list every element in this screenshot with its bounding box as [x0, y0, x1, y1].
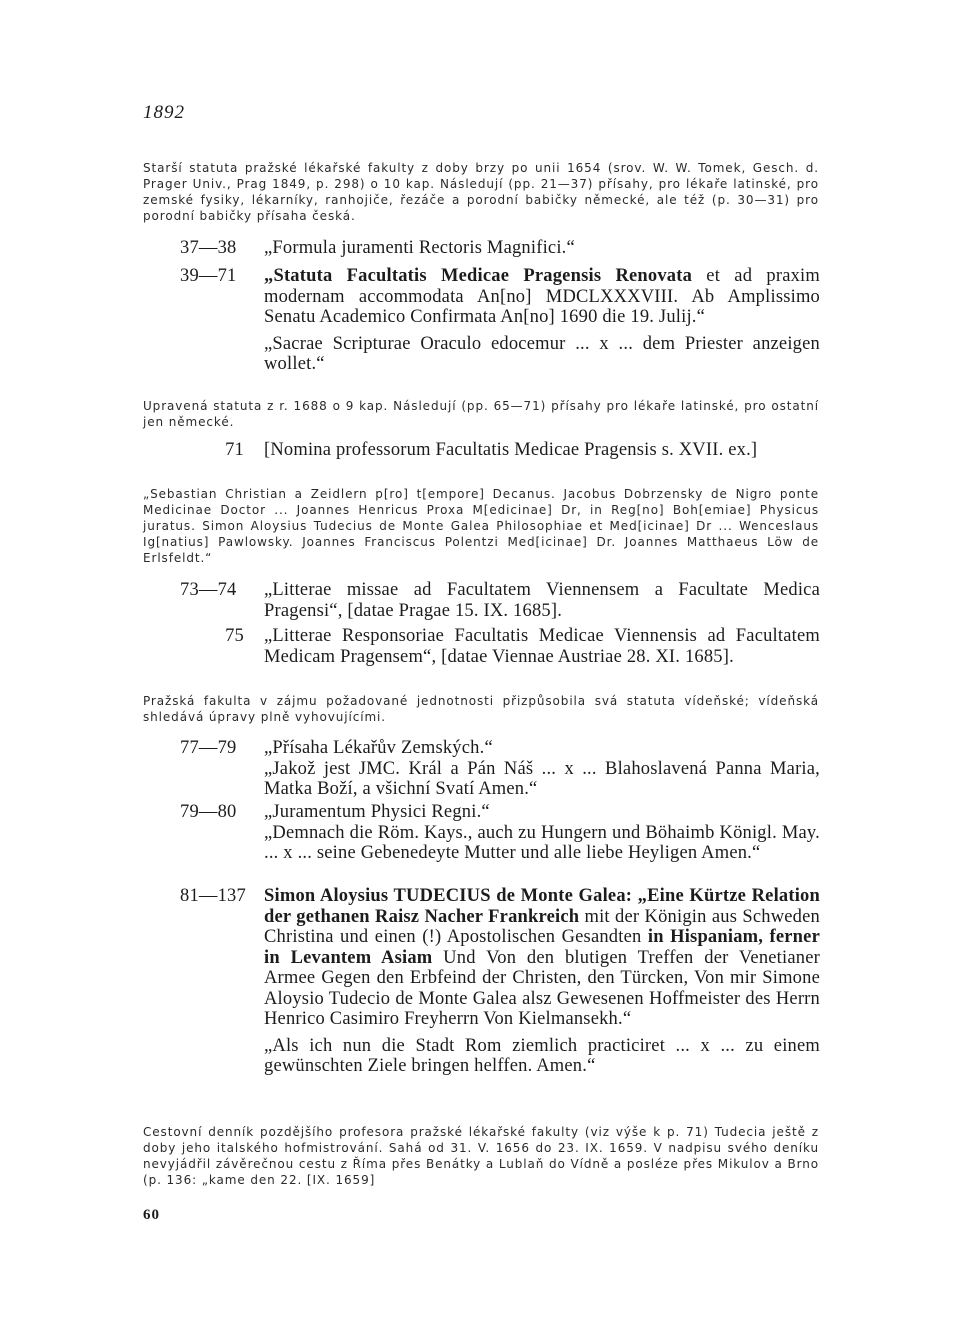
entry-title: „Přísaha Lékařův Zemských.“	[264, 738, 493, 758]
note-professors-list: „Sebastian Christian a Zeidlern p[ro] t[empore] Decanus. Jacobus Dobrzensky de Nigro ponte Medicinae Doctor ... Joannes Henricus Proxa M[edicinae] Dr, in Reg[no] Boh[emiae] Physicus juratus. Simon Aloysius Tudecius de Monte Galea Philosophiae et Med[icinae] Dr ... Wenceslaus Ig[natius] Pawlowsky. Joannes Franciscus Polentzi Med[icinae] Dr. Joannes Matthaeus Löw de Erlsfeldt.“	[143, 487, 819, 565]
entry-text: [Nomina professorum Facultatis Medicae Pragensis s. XVII. ex.]	[264, 440, 758, 460]
entry-incipit: „Jakož jest JMC. Král a Pán Náš ... x ... Blahoslavená Panna Maria, Matka Boží, a všichní Svatí Amen.“	[264, 758, 820, 799]
entry-incipit: „Demnach die Röm. Kays., auch zu Hungern und Böhaimb Königl. May. ... x ... seine Gebenedeyte Mutter und alle liebe Heyligen Amen.“	[264, 822, 820, 863]
note-travel-diary: Cestovní denník pozdějšího profesora pražské lékařské fakulty (viz výše k p. 71) Tudecia ještě z doby jeho italského hofmistrování. Sahá od 31. V. 1656 do 23. IX. 1659. V nadpisu svého deníku nevyjádřil závěrečnou cestu z Říma přes Benátky a Lublaň do Vídně a posléze přes Mikulov a Brno (p. 136: „kame den 22. [IX. 1659]	[143, 1125, 819, 1187]
entry-text-rest: et ad praxim modernam accommodata An[no] MDCLXXXVIII. Ab Amplissimo Senatu Academico Confirmata An[no] 1690 die 19. Julij.“	[264, 266, 820, 327]
page-year-header: 1892	[143, 102, 185, 123]
entry-page-range: 77—79	[180, 738, 237, 758]
entry-81-137	[180, 886, 820, 1077]
entry-title-bold: „Statuta Facultatis Medicae Pragensis Renovata	[264, 266, 693, 286]
entry-title-bold: Simon Aloysius TUDECIUS de Monte Galea: „Eine Kürtze Relation der gethanen Raisz Nacher Frankreich	[264, 886, 820, 927]
entry-incipit: „Als ich nun die Stadt Rom ziemlich practiciret ... x ... zu einem gewünschten Ziele bringen helffen. Amen.“	[264, 1035, 820, 1076]
entry-39-71	[180, 266, 820, 375]
entry-text: „Formula juramenti Rectoris Magnifici.“	[264, 238, 575, 258]
entry-75	[180, 626, 820, 667]
entry-page-range: 37—38	[180, 238, 237, 258]
entry-text	[264, 266, 820, 328]
entry-text	[264, 886, 820, 1030]
entry-79-80	[180, 802, 820, 864]
entry-page-range: 39—71	[180, 266, 237, 286]
entry-71	[180, 440, 820, 461]
note-revised-statutes: Upravená statuta z r. 1688 o 9 kap. Následují (pp. 65—71) přísahy pro lékaře latinské, pro ostatní jen německé.	[143, 399, 819, 429]
note-older-statutes: Starší statuta pražské lékařské fakulty z doby brzy po unii 1654 (srov. W. W. Tomek, Gesch. d. Prager Univ., Prag 1849, p. 298) o 10 kap. Následují (pp. 21—37) přísahy, pro lékaře latinské, pro zemské fysiky, lékarníky, ranhojiče, řezáče a porodní babičky německé, ale též (p. 30—31) pro porodní babičky přísaha česká.	[143, 161, 819, 223]
page-number: 60	[143, 1207, 160, 1223]
note-vienna-prague: Pražská fakulta v zájmu požadované jednotnosti přizpůsobila svá statuta vídeňské; vídeňská shledává úpravy plně vyhovujícími.	[143, 694, 819, 724]
entry-text: „Litterae missae ad Facultatem Viennensem a Facultate Medica Pragensi“, [datae Pragae 15. IX. 1685].	[264, 580, 820, 621]
entry-destination-bold: in Hispaniam, ferner in Levantem Asiam	[264, 927, 820, 968]
entry-page-range: 75	[225, 626, 244, 646]
entry-77-79	[180, 738, 820, 800]
entry-incipit: „Sacrae Scripturae Oraculo edocemur ... x ... dem Priester anzeigen wollet.“	[264, 333, 820, 374]
entry-page-range: 79—80	[180, 802, 237, 822]
entry-text: „Litterae Responsoriae Facultatis Medicae Viennensis ad Facultatem Medicam Pragensem“, [datae Viennae Austriae 28. XI. 1685].	[264, 626, 820, 667]
entry-page-range: 73—74	[180, 580, 237, 600]
entry-text-rest: mit der Königin aus Schweden Christina und einen (!) Apostolischen Gesandten	[264, 906, 820, 947]
entry-title: „Juramentum Physici Regni.“	[264, 802, 490, 822]
entry-page-range: 81—137	[180, 886, 246, 906]
entry-37-38	[180, 238, 820, 259]
entry-73-74	[180, 580, 820, 621]
entry-page-range: 71	[225, 440, 244, 460]
entry-text-rest: Und Von den blutigen Treffen der Venetianer Armee Gegen den Erbfeind der Christen, den Türcken, Von mir Simone Aloysio Tudecio de Monte Galea alsz Gewesenen Hoffmeister des Herrn Henrico Casimiro Freyherrn Von Kielmansekh.“	[264, 947, 820, 1029]
